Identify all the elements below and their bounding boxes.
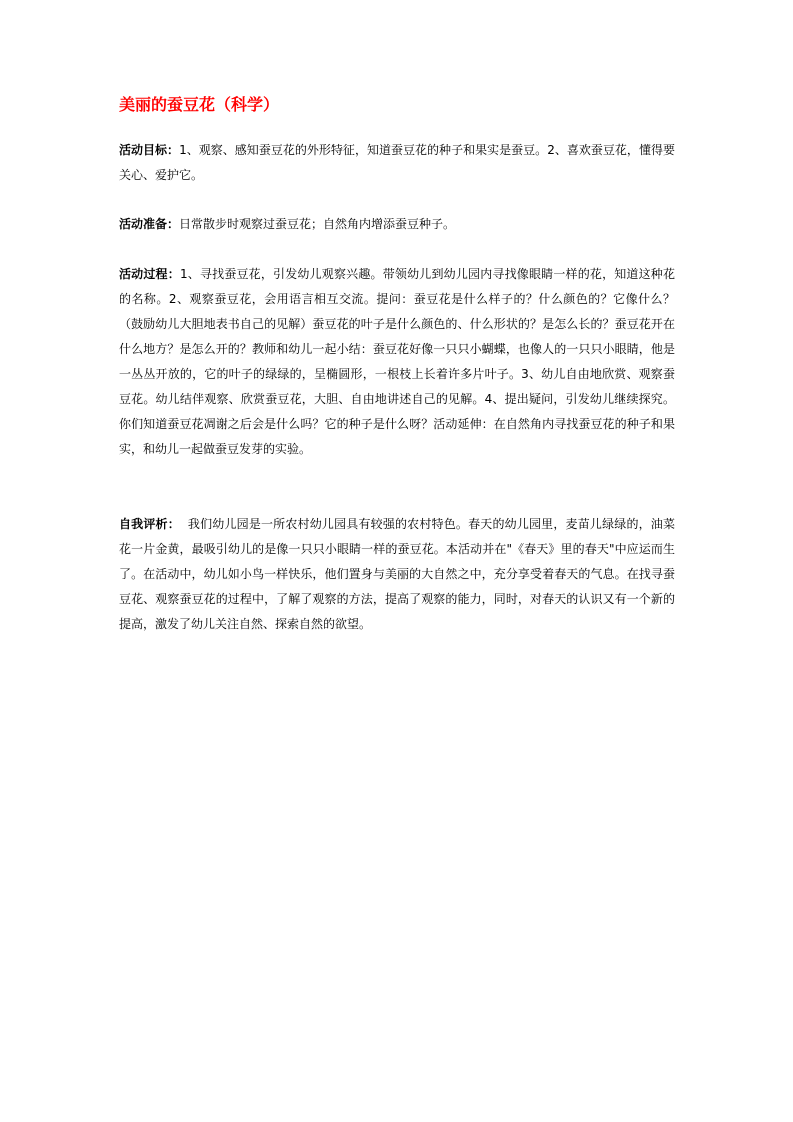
section-label: 活动准备： [119, 217, 180, 231]
document-title: 美丽的蚕豆花（科学） [119, 95, 280, 114]
section-label: 活动过程： [119, 267, 180, 281]
section-label: 自我评析： [119, 517, 180, 531]
section-label: 活动目标： [119, 143, 180, 157]
section-activity-process [119, 262, 675, 462]
section-self-review [119, 512, 675, 637]
section-text: 1、观察、感知蚕豆花的外形特征，知道蚕豆花的种子和果实是蚕豆。2、喜欢蚕豆花，懂得要关心、爱护它。 [119, 143, 675, 182]
section-text: 日常散步时观察过蚕豆花；自然角内增添蚕豆种子。 [179, 217, 456, 231]
section-text: 我们幼儿园是一所农村幼儿园具有较强的农村特色。春天的幼儿园里，麦苗儿绿绿的，油菜花一片金黄，最吸引幼儿的是像一只只小眼睛一样的蚕豆花。本活动并在"《春天》里的春天"中应运而生了。在活动中，幼儿如小鸟一样快乐，他们置身与美丽的大自然之中，充分享受着春天的气息。在找寻蚕豆花、观察蚕豆花的过程中，了解了观察的方法，提高了观察的能力，同时，对春天的认识又有一个新的提高，激发了幼儿关注自然、探索自然的欲望。 [119, 517, 675, 631]
section-activity-preparation [119, 212, 675, 237]
section-text: 1、寻找蚕豆花，引发幼儿观察兴趣。带领幼儿到幼儿园内寻找像眼睛一样的花，知道这种花的名称。2、观察蚕豆花，会用语言相互交流。提问：蚕豆花是什么样子的？什么颜色的？它像什么？（鼓励幼儿大胆地表书自己的见解）蚕豆花的叶子是什么颜色的、什么形状的？是怎么长的？蚕豆花开在什么地方？是怎么开的？教师和幼儿一起小结：蚕豆花好像一只只小蝴蝶，也像人的一只只小眼睛，他是一丛丛开放的，它的叶子的绿绿的，呈椭圆形，一根枝上长着许多片叶子。3、幼儿自由地欣赏、观察蚕豆花。幼儿结伴观察、欣赏蚕豆花，大胆、自由地讲述自己的见解。4、提出疑问，引发幼儿继续探究。你们知道蚕豆花凋谢之后会是什么吗？它的种子是什么呀？活动延伸：在自然角内寻找蚕豆花的种子和果实，和幼儿一起做蚕豆发芽的实验。 [119, 267, 675, 456]
section-activity-goals [119, 138, 675, 188]
